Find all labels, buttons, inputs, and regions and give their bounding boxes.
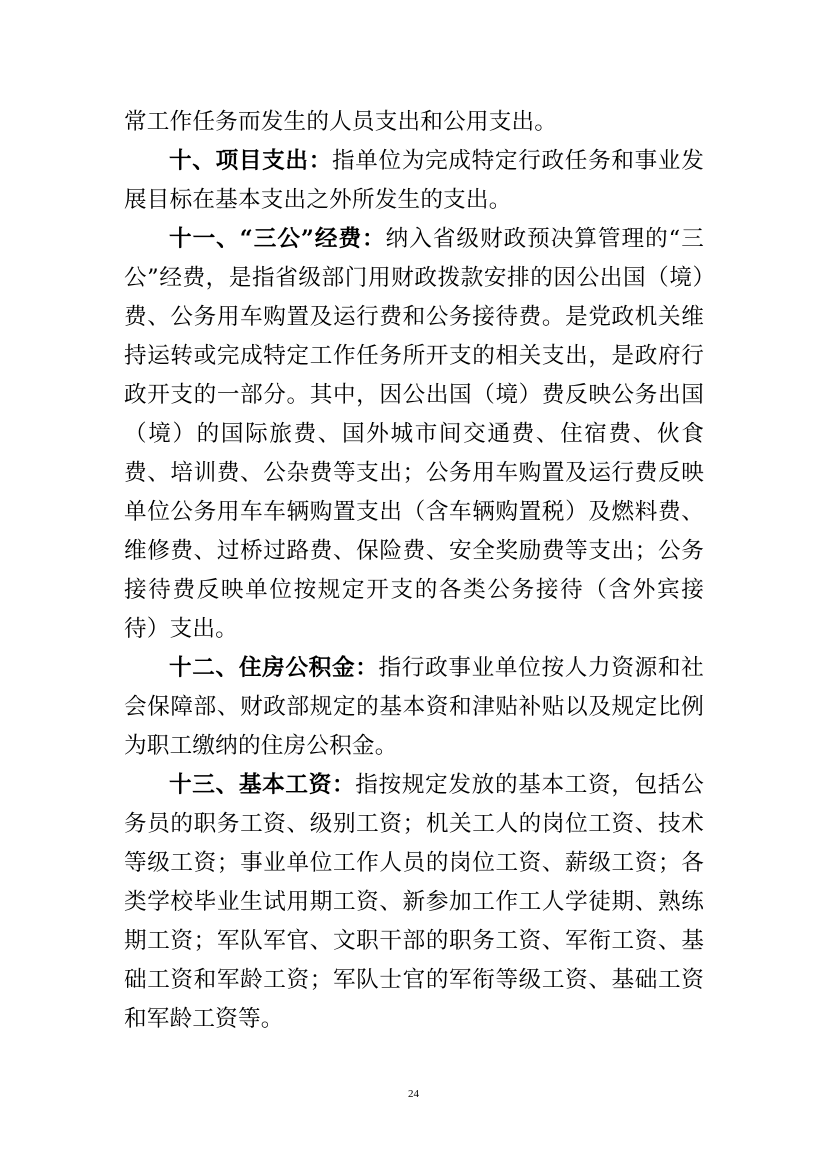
paragraph-text: 常工作任务而发生的人员支出和公用支出。	[124, 109, 558, 135]
paragraph-text: 指行政事业单位按人力资源和社会保障部、财政部规定的基本资和津贴补贴以及规定比例为职工缴纳的住房公积金。	[124, 655, 704, 759]
body-text	[124, 103, 704, 1039]
term-heading: 十、项目支出：	[169, 148, 332, 174]
term-heading: 十一、“三公”经费：	[169, 226, 386, 252]
paragraph-basic-salary	[124, 766, 704, 1039]
paragraph-housing-fund	[124, 649, 704, 766]
paragraph-text: 纳入省级财政预决算管理的“三公”经费，是指省级部门用财政拨款安排的因公出国（境）费、公务用车购置及运行费和公务接待费。是党政机关维持运转或完成特定工作任务所开支的相关支出，是政府行政开支的一部分。其中，因公出国（境）费反映公务出国（境）的国际旅费、国外城市间交通费、住宿费、伙食费、培训费、公杂费等支出；公务用车购置及运行费反映单位公务用车车辆购置支出（含车辆购置税）及燃料费、维修费、过桥过路费、保险费、安全奖励费等支出；公务接待费反映单位按规定开支的各类公务接待（含外宾接待）支出。	[124, 226, 704, 642]
term-heading: 十三、基本工资：	[169, 772, 356, 798]
term-heading: 十二、住房公积金：	[169, 655, 379, 681]
paragraph-three-public-expenses	[124, 220, 704, 649]
page-number: 24	[408, 1088, 419, 1100]
paragraph-continuation	[124, 103, 704, 142]
paragraph-text: 指单位为完成特定行政任务和事业发展目标在基本支出之外所发生的支出。	[124, 148, 705, 213]
paragraph-text: 指按规定发放的基本工资，包括公务员的职务工资、级别工资；机关工人的岗位工资、技术等级工资；事业单位工作人员的岗位工资、薪级工资；各类学校毕业生试用期工资、新参加工作工人学徒期、熟练期工资；军队军官、文职干部的职务工资、军衔工资、基础工资和军龄工资；军队士官的军衔等级工资、基础工资和军龄工资等。	[124, 772, 705, 1032]
paragraph-project-expenditure	[124, 142, 704, 220]
